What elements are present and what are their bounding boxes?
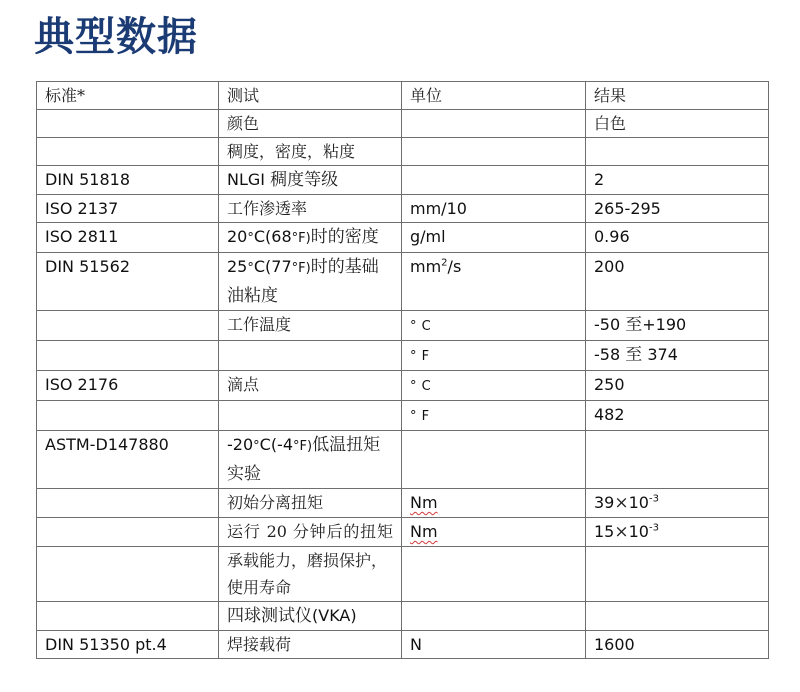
test-cjk: 四球测试仪	[227, 606, 312, 626]
cell-test	[219, 602, 402, 631]
cell-result	[586, 489, 769, 518]
test-part: C(77	[253, 257, 292, 276]
result-part: 10	[628, 522, 649, 541]
test-part: -20	[227, 435, 254, 454]
cell-standard: DIN 51350 pt.4	[37, 631, 219, 659]
cell-test	[219, 166, 402, 195]
result-part: 至	[625, 315, 643, 335]
cell-test: 滴点	[219, 371, 402, 401]
cell-result	[586, 547, 769, 602]
test-part: F)	[298, 261, 311, 276]
cell-test: 稠度，密度，粘度	[219, 138, 402, 166]
cell-result	[586, 341, 769, 371]
cell-unit	[402, 253, 586, 311]
cell-unit	[402, 341, 586, 371]
cell-test: 颜色	[219, 110, 402, 138]
degree-symbol: °	[247, 231, 254, 246]
test-cjk: 稠度等级	[270, 170, 339, 190]
cell-result: 2	[586, 166, 769, 195]
cell-test: 工作渗透率	[219, 195, 402, 223]
cell-standard: ISO 2137	[37, 195, 219, 223]
result-part: 10	[628, 493, 649, 512]
cell-test: 焊接载荷	[219, 631, 402, 659]
cell-standard	[37, 401, 219, 431]
table-row	[37, 631, 769, 659]
table-row	[37, 371, 769, 401]
cell-standard	[37, 518, 219, 547]
result-exponent: -3	[648, 522, 659, 534]
cell-standard	[37, 602, 219, 631]
cell-standard	[37, 341, 219, 371]
degree-symbol: °	[293, 439, 300, 454]
table-header-row	[37, 82, 769, 110]
degree-symbol: °	[410, 319, 417, 334]
cell-standard	[37, 138, 219, 166]
cell-unit	[402, 110, 586, 138]
cell-unit	[402, 401, 586, 431]
typical-data-table	[36, 81, 769, 659]
degree-symbol: °	[410, 409, 417, 424]
cell-unit	[402, 311, 586, 341]
result-part: 374	[647, 345, 678, 364]
test-part: F)	[299, 439, 313, 454]
cell-result	[586, 518, 769, 547]
result-part: 39	[594, 493, 615, 512]
degree-symbol: °	[291, 231, 299, 246]
cell-result: 200	[586, 253, 769, 311]
cell-result: 482	[586, 401, 769, 431]
header-unit: 单位	[402, 82, 586, 110]
test-part: 25	[227, 257, 248, 276]
table-row	[37, 431, 769, 489]
degree-symbol: °	[253, 439, 260, 454]
cell-standard	[37, 489, 219, 518]
cell-standard: ISO 2176	[37, 371, 219, 401]
degree-symbol: °	[247, 261, 254, 276]
header-test: 测试	[219, 82, 402, 110]
unit-tail: /s	[447, 257, 462, 276]
test-part: 低温扭矩实验	[227, 435, 381, 484]
cell-unit	[402, 138, 586, 166]
header-result: 结果	[586, 82, 769, 110]
table-row	[37, 110, 769, 138]
cell-unit: g/ml	[402, 223, 586, 253]
table-row	[37, 253, 769, 311]
cell-test: 初始分离扭矩	[219, 489, 402, 518]
result-part: 15	[594, 522, 615, 541]
cell-test: 运行 20 分钟后的扭矩	[219, 518, 402, 547]
cell-result	[586, 138, 769, 166]
cell-standard	[37, 547, 219, 602]
cell-test	[219, 253, 402, 311]
table-row	[37, 602, 769, 631]
cell-unit: N	[402, 631, 586, 659]
table-row	[37, 138, 769, 166]
cell-unit: mm/10	[402, 195, 586, 223]
cell-test	[219, 431, 402, 489]
table-row	[37, 547, 769, 602]
result-exponent: -3	[648, 493, 659, 505]
cell-result	[586, 431, 769, 489]
unit-text: F	[421, 409, 430, 424]
test-part: 时的密度	[310, 227, 379, 247]
test-part: 时的基础油粘度	[227, 257, 379, 306]
unit-text: C	[421, 319, 431, 334]
cell-unit	[402, 431, 586, 489]
table-row	[37, 341, 769, 371]
table-row	[37, 223, 769, 253]
cell-standard	[37, 311, 219, 341]
cell-unit	[402, 518, 586, 547]
cell-unit	[402, 602, 586, 631]
cell-result: 250	[586, 371, 769, 401]
unit-text: C	[421, 379, 431, 394]
cell-unit	[402, 371, 586, 401]
cell-test	[219, 341, 402, 371]
unit-text: F	[421, 349, 430, 364]
cell-result: 0.96	[586, 223, 769, 253]
table-row	[37, 518, 769, 547]
unit-text: Nm	[410, 522, 438, 541]
unit-exponent: 2	[441, 257, 448, 269]
cell-result	[586, 602, 769, 631]
test-part: C(-4	[259, 435, 294, 454]
result-part: +190	[642, 315, 687, 334]
header-standard: 标准*	[37, 82, 219, 110]
table-row	[37, 311, 769, 341]
test-latin: NLGI	[227, 170, 265, 189]
degree-symbol: °	[291, 261, 299, 276]
degree-symbol: °	[410, 379, 417, 394]
degree-symbol: °	[410, 349, 417, 364]
cell-standard: ASTM-D147880	[37, 431, 219, 489]
cell-test: 工作温度	[219, 311, 402, 341]
page-title: 典型数据	[34, 14, 198, 60]
cell-standard: ISO 2811	[37, 223, 219, 253]
table-row	[37, 401, 769, 431]
cell-unit	[402, 489, 586, 518]
test-part: C(68	[253, 227, 292, 246]
cell-result	[586, 311, 769, 341]
cell-standard: DIN 51818	[37, 166, 219, 195]
table-row	[37, 166, 769, 195]
cell-test: 承载能力，磨损保护，使用寿命	[219, 547, 402, 602]
unit-text: Nm	[410, 493, 438, 512]
result-part: -50	[594, 315, 621, 334]
table-row	[37, 489, 769, 518]
cell-standard: DIN 51562	[37, 253, 219, 311]
cell-standard	[37, 110, 219, 138]
table-row	[37, 195, 769, 223]
test-part: F)	[298, 231, 311, 246]
unit-base: mm	[410, 257, 442, 276]
test-latin: (VKA)	[312, 606, 357, 625]
times-symbol: ×	[614, 493, 629, 513]
times-symbol: ×	[614, 522, 629, 542]
test-part: 20	[227, 227, 248, 246]
result-part: 至	[625, 345, 643, 365]
cell-result: 白色	[586, 110, 769, 138]
result-part: -58	[594, 345, 621, 364]
cell-unit	[402, 547, 586, 602]
cell-result: 265-295	[586, 195, 769, 223]
cell-test	[219, 223, 402, 253]
cell-test	[219, 401, 402, 431]
cell-result: 1600	[586, 631, 769, 659]
cell-unit	[402, 166, 586, 195]
